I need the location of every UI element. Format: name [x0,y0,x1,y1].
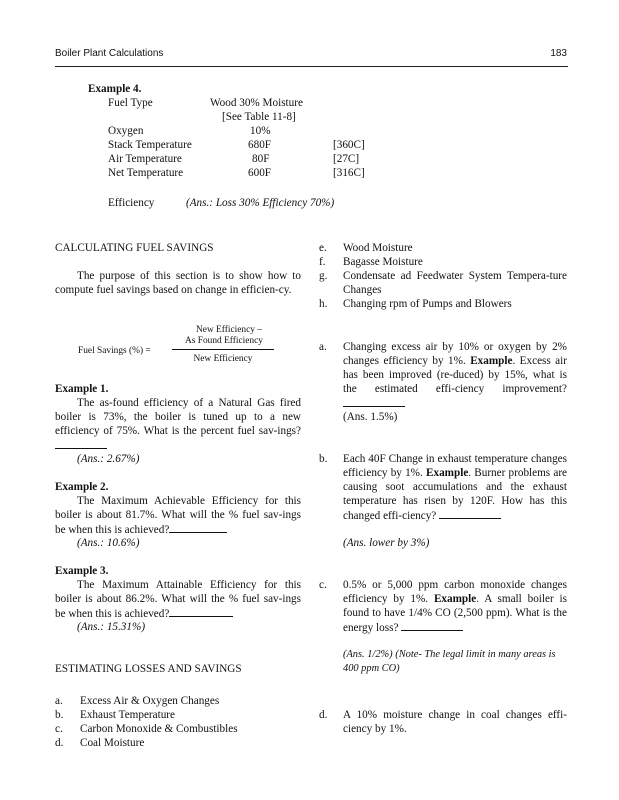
formula-lhs: Fuel Savings (%) = [78,346,151,356]
ex4-metric-net-temp: [316C] [333,167,365,179]
list-item-d: Coal Moisture [80,737,145,749]
rule-b-answer: (Ans. lower by 3%) [343,537,430,549]
formula-denominator: New Efficiency [193,354,253,364]
ex4-value-oxygen: 10% [250,125,271,137]
example3-text [55,578,301,621]
example3-answer: (Ans.: 15.31%) [77,621,146,633]
example3-title: Example 3. [55,565,109,577]
ex4-value-air-temp: 80F [252,153,270,165]
rule-b-answer-blank [439,508,501,519]
rule-b-example-text: . Burner problems are causing soot accumulations and the exhaust temperature has risen by 120F. How has this changed effi-ciency? [343,467,568,522]
example3-answer-blank [169,606,233,617]
example1-text [55,396,301,453]
list-marker-f: f. [319,256,326,268]
formula-fraction-bar [172,349,274,350]
ex4-label-fuel-type: Fuel Type [108,97,153,109]
ex4-efficiency-label: Efficiency [108,197,155,209]
example2-question: The Maximum Achievable Efficiency for this boiler is about 81.7%. What will the % fuel sav-ings be when this is achieved? [55,495,301,536]
list-item-e: Wood Moisture [343,242,413,254]
rule-a-answer-blank [343,396,405,407]
rule-c-marker: c. [319,579,327,591]
rule-c-example-label: Example [433,593,477,605]
page-number: 183 [550,48,567,59]
list-item-b: Exhaust Temperature [80,709,175,721]
example2-answer-blank [169,522,227,533]
list-marker-d: d. [55,737,64,749]
ex4-label-net-temp: Net Temperature [108,167,184,179]
rule-a-example-label: Example [470,355,513,367]
rule-b-text: Each 40F Change in exhaust temperature changes efficiency by 1%. [343,453,567,479]
running-title: Boiler Plant Calculations [55,48,164,59]
list-marker-a: a. [55,695,63,707]
rule-c-example-text: . A small boiler is found to have 1/4% CO (2,500 ppm). What is the energy loss? [343,593,567,634]
example1-question: The as-found efficiency of a Natural Gas fired boiler is 73%, the boiler is tuned up to a new efficiency of 75%. What is the percent fuel sav-ings? [55,397,301,437]
rule-b-example-label: Example [426,467,469,479]
list-item-a: Excess Air & Oxygen Changes [80,695,220,707]
heading-estimating-losses: ESTIMATING LOSSES AND SAVINGS [55,663,242,675]
header-rule [55,66,568,67]
rule-a-answer: (Ans. 1.5%) [343,411,398,423]
formula-numerator-2: As Found Efficiency [185,336,263,346]
list-marker-c: c. [55,723,63,735]
rule-a-text: Changing excess air by 10% or oxygen by 2% changes efficiency by 1%. [343,341,567,367]
rule-a-example-text: . Excess air has been improved (re-duced) by 15%, what is the estimated effi-ciency improvement? [343,355,567,395]
rule-b-marker: b. [319,453,328,465]
rule-c-text: 0.5% or 5,000 ppm carbon monoxide changes efficiency by 1%. [343,579,567,605]
example1-title: Example 1. [55,383,109,395]
example2-text [55,494,301,537]
example3-question: The Maximum Attainable Efficiency for this boiler is about 86.2%. What will the % fuel sav-ings be when this is achieved? [55,579,301,620]
ex4-label-air-temp: Air Temperature [108,153,182,165]
list-item-g: Condensate ad Feedwater System Tempera-ture Changes [343,270,567,296]
ex4-value-stack-temp: 680F [248,139,272,151]
list-marker-e: e. [319,242,327,254]
list-marker-h: h. [319,298,328,310]
rule-b-body [343,452,567,523]
ex4-value-table-ref: [See Table 11-8] [222,111,296,123]
rule-a-marker: a. [319,341,327,353]
example4-title: Example 4. [88,83,142,95]
rule-c-answer-blank [401,620,463,631]
ex4-value-fuel-type: Wood 30% Moisture [210,97,303,109]
list-item-h: Changing rpm of Pumps and Blowers [343,298,512,310]
list-marker-g: g. [319,270,328,282]
ex4-label-oxygen: Oxygen [108,125,144,137]
example2-answer: (Ans.: 10.6%) [77,537,140,549]
rule-d-text: A 10% moisture change in coal changes effi-ciency by 1%. [343,709,567,735]
ex4-value-net-temp: 600F [248,167,272,179]
ex4-metric-stack-temp: [360C] [333,139,365,151]
heading-calculating-fuel-savings: CALCULATING FUEL SAVINGS [55,242,214,254]
example1-answer: (Ans.: 2.67%) [77,453,140,465]
formula-numerator-1: New Efficiency – [196,325,262,335]
list-item-f: Bagasse Moisture [343,256,423,268]
example1-answer-blank [55,438,107,449]
rule-c-body [343,578,567,635]
rule-a-body [343,340,567,411]
rule-d-marker: d. [319,709,328,721]
example2-title: Example 2. [55,481,109,493]
ex4-metric-air-temp: [27C] [333,153,360,165]
list-item-c: Carbon Monoxide & Combustibles [80,723,238,735]
rule-c-answer: (Ans. 1/2%) (Note- The legal limit in many areas is 400 ppm CO) [343,649,556,674]
list-marker-b: b. [55,709,64,721]
ex4-label-stack-temp: Stack Temperature [108,139,192,151]
intro-paragraph: The purpose of this section is to show how to compute fuel savings based on change in efficien-cy. [55,270,301,296]
ex4-efficiency-answer: (Ans.: Loss 30% Efficiency 70%) [186,197,335,209]
